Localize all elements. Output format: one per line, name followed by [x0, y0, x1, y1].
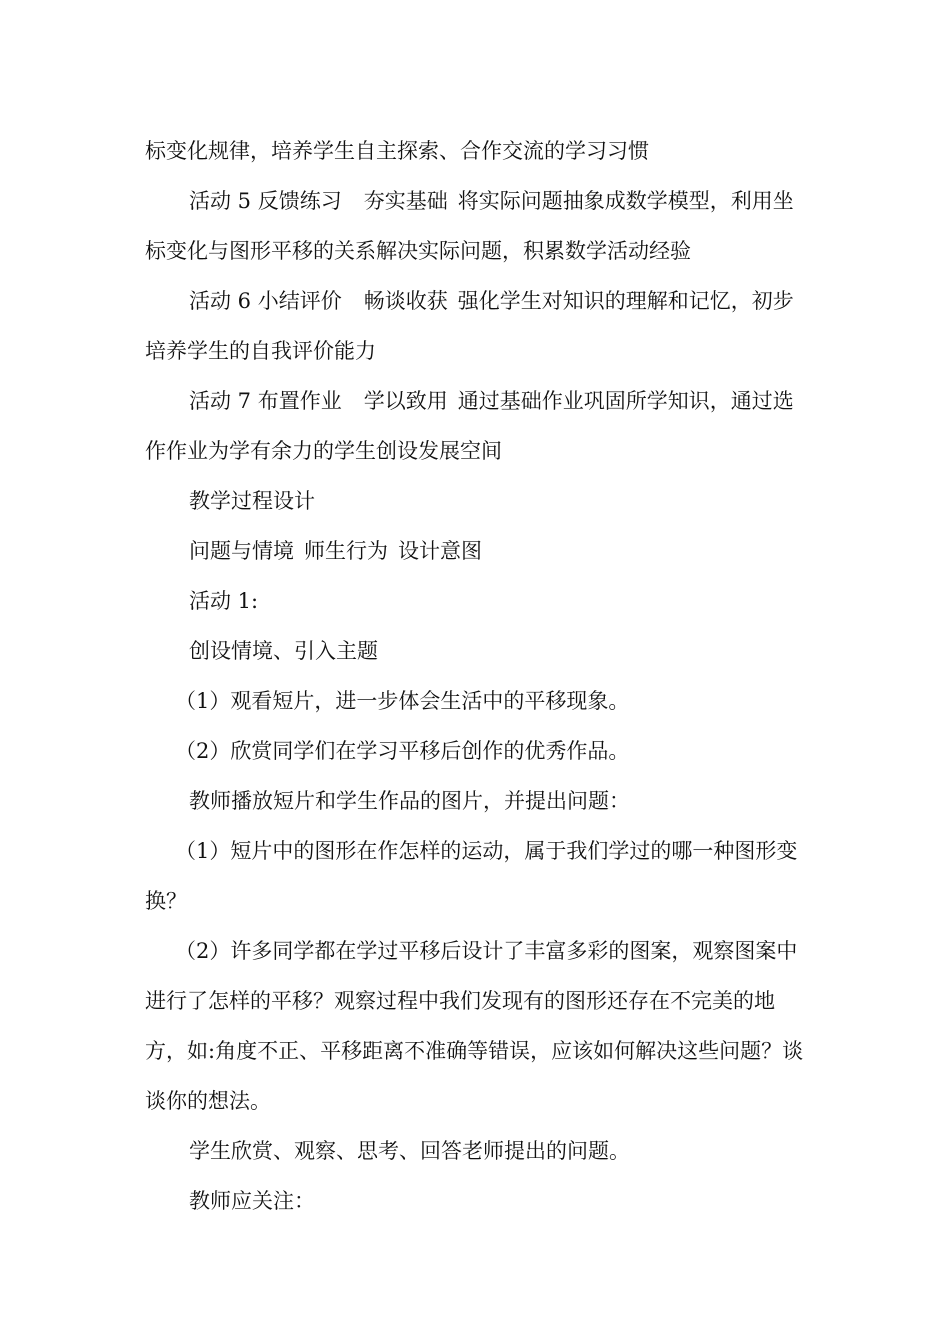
activity-6-theme: 畅谈收获: [363, 289, 448, 313]
paragraph-teacher-action: 教师播放短片和学生作品的图片，并提出问题：: [189, 789, 630, 813]
activity-7-theme: 学以致用: [363, 389, 448, 413]
column-header-intent: 设计意图: [398, 539, 482, 563]
activity-6-title: 活动 6 小结评价: [189, 289, 342, 313]
table-header-row: [145, 526, 810, 576]
question-item: （2）许多同学都在学过平移后设计了丰富多彩的图案，观察图案中进行了怎样的平移？观察过程中我们发现有的图形还存在不完美的地方，如:角度不正、平移距离不准确等错误，应该如何解决这些问题？谈谈你的想法。: [145, 939, 804, 1113]
column-header-problem: 问题与情境: [189, 539, 294, 563]
column-header-behavior: 师生行为: [304, 539, 388, 563]
paragraph-activity-5: [145, 176, 810, 276]
list-item: （1）观看短片，进一步体会生活中的平移现象。: [175, 689, 630, 713]
activity-5-theme: 夯实基础: [363, 189, 448, 213]
activity-6-purpose: 强化学生对知识的理解和记忆，初步培养学生的自我评价能力: [145, 289, 794, 363]
paragraph-activity-6: [145, 276, 810, 376]
paragraph-student-action: 学生欣赏、观察、思考、回答老师提出的问题。: [189, 1139, 630, 1163]
document-body: [145, 126, 810, 1226]
paragraph-teacher-focus: 教师应关注：: [189, 1189, 315, 1213]
activity-1-title: 创设情境、引入主题: [189, 639, 378, 663]
activity-1-label: 活动 1:: [189, 589, 259, 613]
activity-5-title: 活动 5 反馈练习: [189, 189, 342, 213]
activity-5-purpose: 将实际问题抽象成数学模型，利用坐标变化与图形平移的关系解决实际问题，积累数学活动经验: [145, 189, 794, 263]
paragraph-activity-7: [145, 376, 810, 476]
question-item: （1）短片中的图形在作怎样的运动，属于我们学过的哪一种图形变换？: [145, 839, 798, 913]
list-item: （2）欣赏同学们在学习平移后创作的优秀作品。: [175, 739, 630, 763]
activity-7-purpose: 通过基础作业巩固所学知识，通过选作作业为学有余力的学生创设发展空间: [145, 389, 794, 463]
section-heading: 教学过程设计: [189, 489, 315, 513]
activity-7-title: 活动 7 布置作业: [189, 389, 342, 413]
paragraph-continuation: 标变化规律，培养学生自主探索、合作交流的学习习惯: [145, 139, 649, 163]
